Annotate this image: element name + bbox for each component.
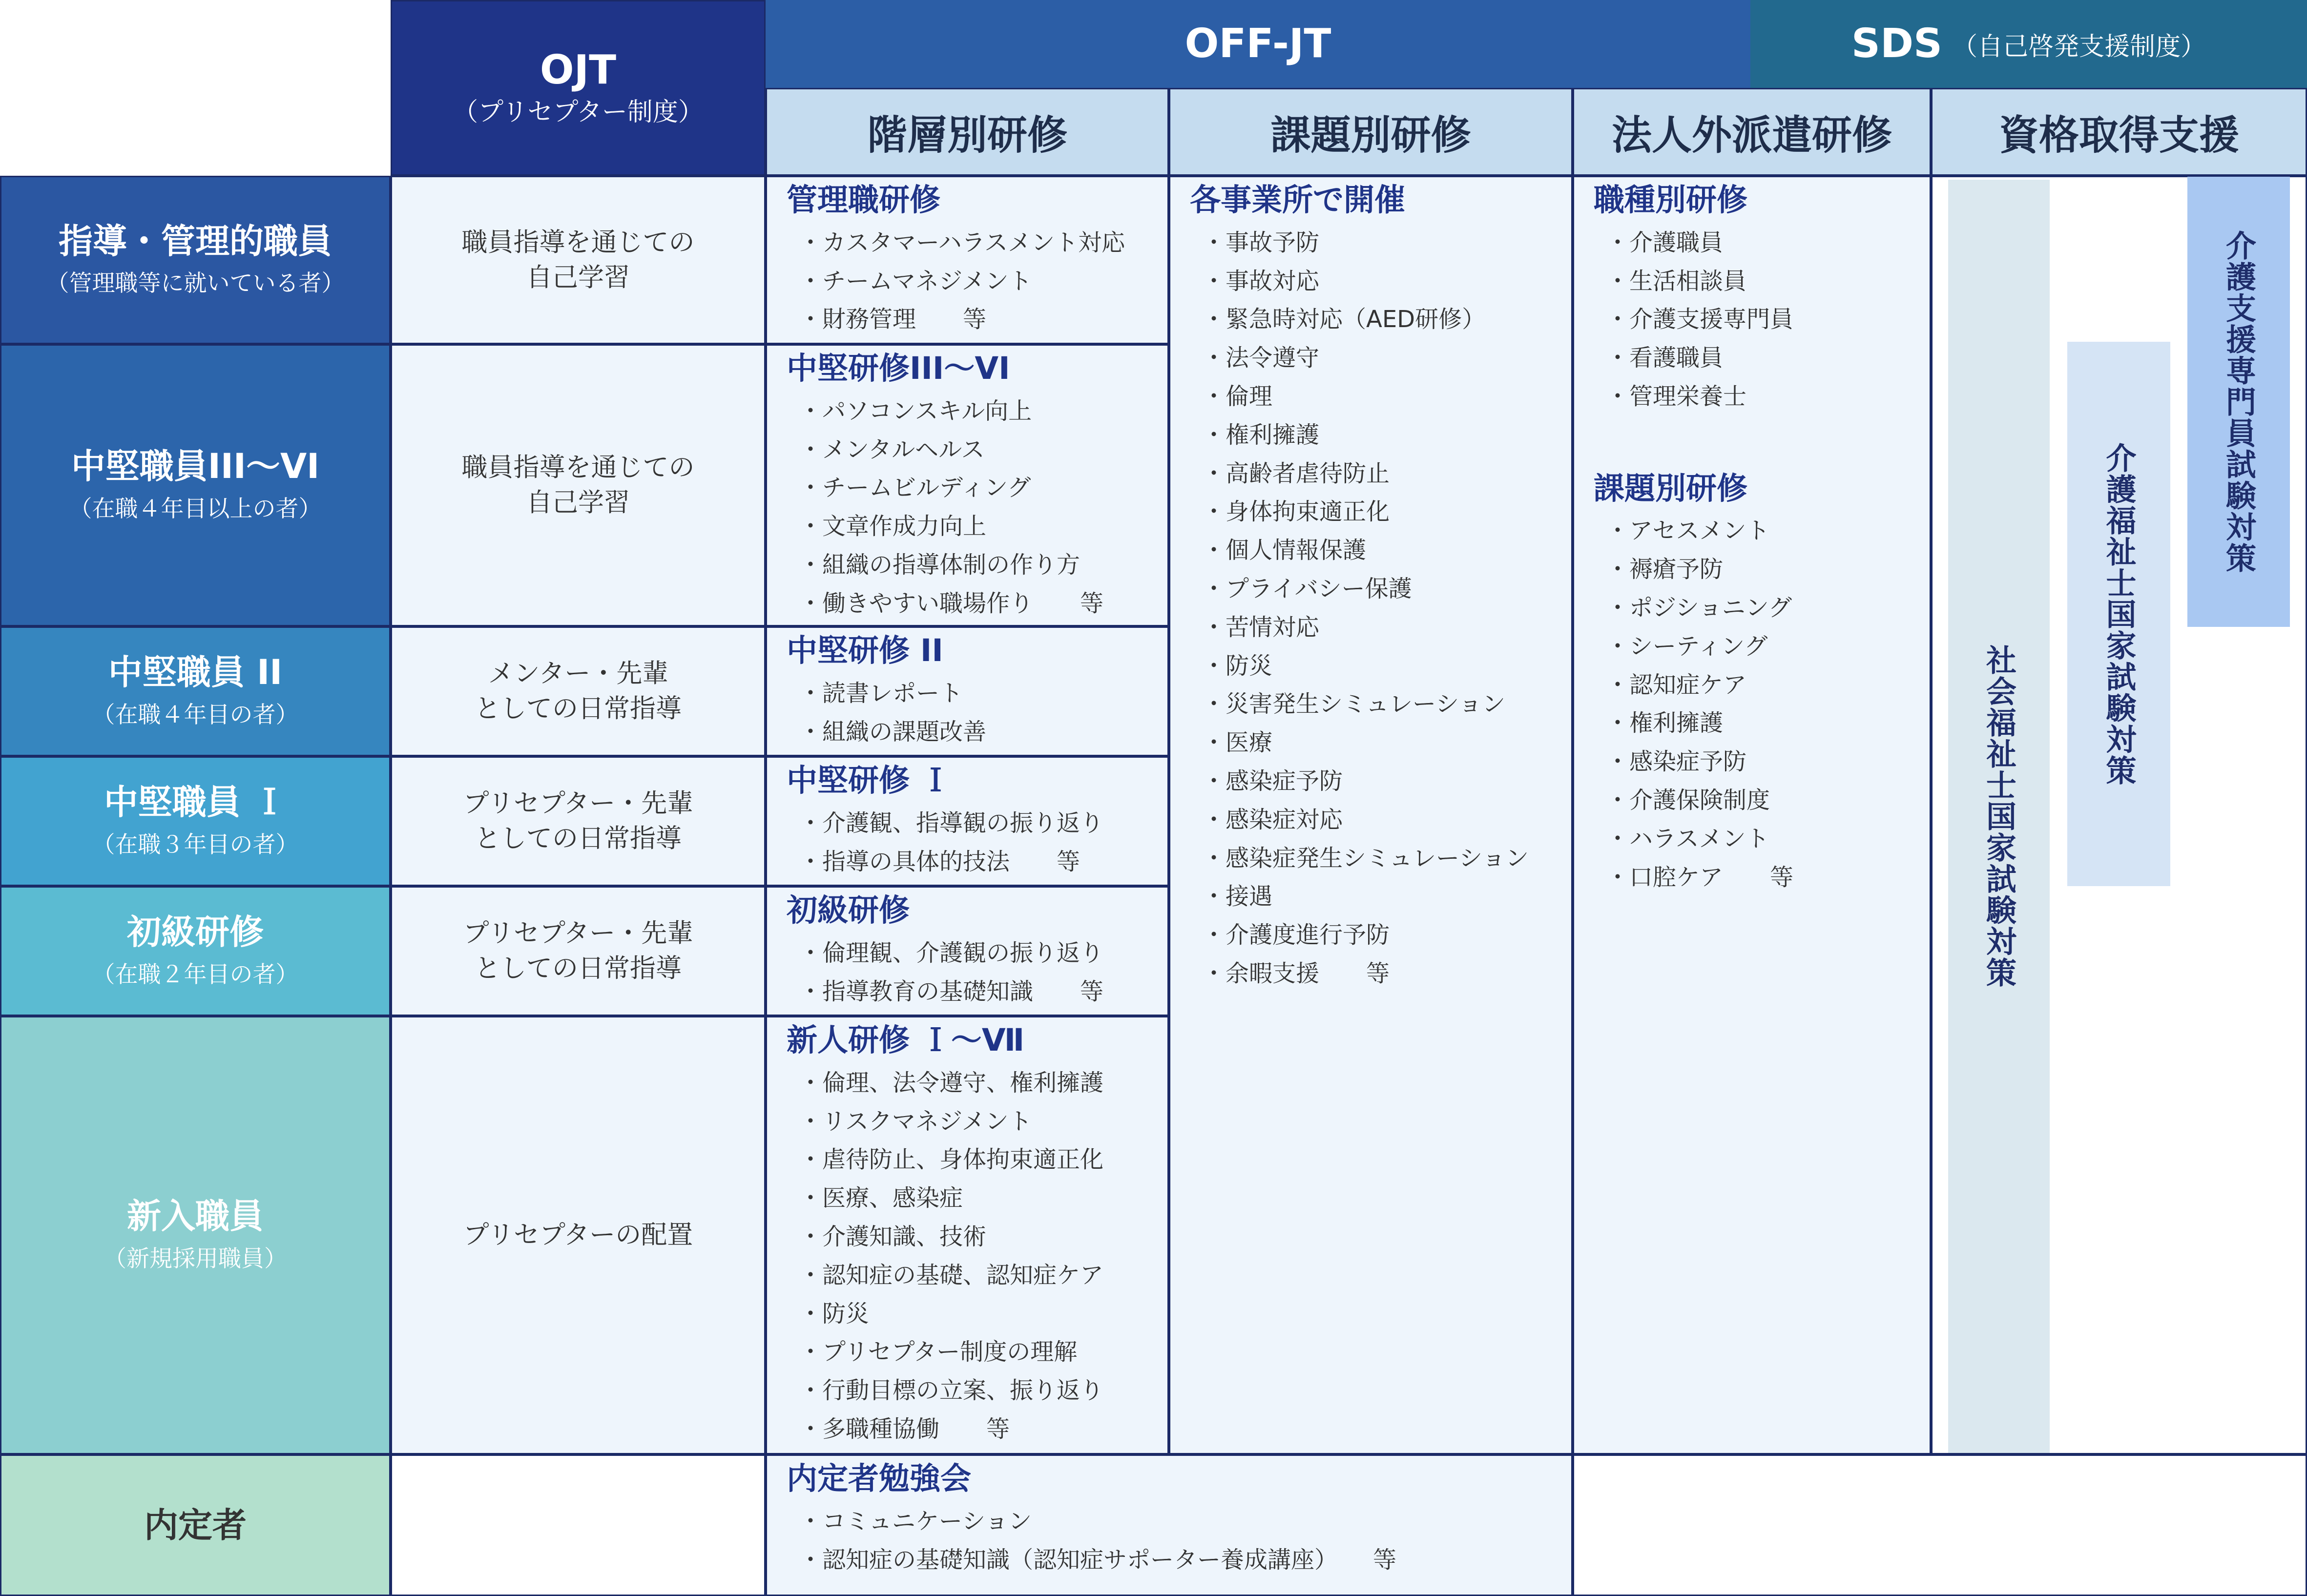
list-item: ・ 防災: [799, 1295, 1167, 1333]
list-item: ・ 組織の指導体制の作り方: [799, 546, 1167, 584]
theme-cell: [1169, 176, 1573, 1454]
qualification-bar-care-manager: [2187, 177, 2290, 627]
hierarchy-list: [789, 674, 1167, 751]
sds-subtitle: （自己啓発支援制度）: [1952, 32, 2206, 62]
qualification-label: 介護福祉士国家試験対策: [2101, 442, 2137, 786]
row-title: 中堅職員III〜VI: [71, 446, 320, 487]
tab-qualification: [1931, 88, 2307, 176]
list-item: ・ ハラスメント: [1606, 820, 1930, 858]
ojt-line: 自己学習: [526, 262, 630, 292]
ojt-cell-midlevel-3-6: [391, 344, 766, 626]
hierarchy-list: [789, 224, 1167, 339]
list-item: ・ ポジショニング: [1606, 589, 1930, 627]
row-header-naitei: [0, 1454, 391, 1596]
tab-theme-label: 課題別研修: [1270, 112, 1471, 159]
list-item: ・ 医療: [1202, 724, 1571, 762]
list-item: ・ 接遇: [1202, 877, 1571, 916]
tab-external: [1573, 88, 1931, 176]
ojt-line: プリセプター・先輩: [463, 918, 693, 949]
list-item: ・ 介護職員: [1606, 224, 1930, 262]
list-item: ・ 認知症の基礎知識（認知症サポーター養成講座） 等: [799, 1541, 1571, 1579]
list-item: ・ 介護保険制度: [1606, 781, 1930, 820]
row-subtitle: （在職４年目の者）: [92, 701, 299, 728]
ojt-line: プリセプターの配置: [463, 1220, 693, 1250]
hierarchy-title: 中堅研修 II: [787, 633, 943, 668]
tab-hierarchy: [766, 88, 1169, 176]
list-item: ・ 読書レポート: [799, 674, 1167, 713]
list-item: ・ 介護支援専門員: [1606, 300, 1930, 339]
list-item: ・ 倫理、法令遵守、権利擁護: [799, 1064, 1167, 1102]
ojt-header: [391, 0, 766, 176]
ojt-cell-midlevel-1: [391, 756, 766, 886]
external-theme-title: 課題別研修: [1594, 470, 1747, 506]
row-subtitle: （在職２年目の者）: [92, 961, 299, 988]
list-item: ・ 権利擁護: [1202, 416, 1571, 455]
theme-list: [1192, 224, 1571, 993]
list-item: ・ 認知症ケア: [1606, 666, 1930, 705]
ojt-line: 職員指導を通じての: [461, 453, 695, 483]
sds-header: [1750, 0, 2307, 88]
hierarchy-title: 管理職研修: [787, 182, 940, 218]
list-item: ・ コミュニケーション: [799, 1502, 1571, 1541]
list-item: ・ 法令遵守: [1202, 339, 1571, 377]
tab-theme: [1169, 88, 1573, 176]
row-title: 初級研修: [127, 912, 264, 953]
list-item: ・ プライバシー保護: [1202, 570, 1571, 608]
hierarchy-title: 初級研修: [787, 892, 910, 928]
hierarchy-list: [789, 392, 1167, 623]
list-item: ・ 褥瘡予防: [1606, 550, 1930, 589]
hierarchy-list: [789, 1064, 1167, 1449]
naitei-title: 内定者勉強会: [787, 1461, 971, 1496]
list-item: ・ 権利擁護: [1606, 704, 1930, 743]
hierarchy-title: 中堅研修III〜VI: [787, 351, 1010, 386]
list-item: ・ 認知症の基礎、認知症ケア: [799, 1256, 1167, 1295]
qualification-bar-social-worker: [1948, 180, 2050, 1453]
ojt-line: メンター・先輩: [488, 659, 668, 689]
list-item: ・ 行動目標の立案、振り返り: [799, 1371, 1167, 1410]
row-subtitle: （在職４年目以上の者）: [69, 495, 322, 522]
list-item: ・ 医療、感染症: [799, 1179, 1167, 1218]
hierarchy-list: [789, 934, 1167, 1011]
list-item: ・ 組織の課題改善: [799, 713, 1167, 751]
list-item: ・ 指導教育の基礎知識 等: [799, 973, 1167, 1011]
list-item: ・ メンタルヘルス: [799, 431, 1167, 469]
row-header-midlevel-3-6: [0, 344, 391, 626]
list-item: ・ 口腔ケア 等: [1606, 858, 1930, 897]
list-item: ・ 感染症対応: [1202, 801, 1571, 839]
list-item: ・ 介護度進行予防: [1202, 916, 1571, 954]
list-item: ・ 身体拘束適正化: [1202, 493, 1571, 531]
row-subtitle: （新規採用職員）: [104, 1245, 287, 1272]
list-item: ・ 事故対応: [1202, 262, 1571, 301]
hierarchy-cell-junior: [766, 886, 1169, 1016]
row-title: 指導・管理的職員: [59, 221, 332, 261]
ojt-line: 職員指導を通じての: [461, 227, 695, 257]
ojt-line: としての日常指導: [475, 824, 682, 853]
list-item: ・ 財務管理 等: [799, 300, 1167, 339]
qualification-label: 社会福祉士国家試験対策: [1981, 644, 2017, 988]
row-title: 内定者: [144, 1505, 247, 1545]
row-header-midlevel-2: [0, 626, 391, 756]
hierarchy-cell-midlevel-3-6: [766, 344, 1169, 626]
list-item: ・ 虐待防止、身体拘束適正化: [799, 1140, 1167, 1179]
qualification-label: 介護支援専門員試験対策: [2221, 230, 2257, 574]
list-item: ・ シーティング: [1606, 627, 1930, 666]
row-title: 中堅職員 Ｉ: [104, 782, 287, 823]
hierarchy-list: [789, 804, 1167, 881]
naitei-cell: [766, 1454, 1573, 1596]
list-item: ・ アセスメント: [1606, 512, 1930, 550]
sds-title: SDS: [1851, 20, 1943, 67]
ojt-cell-midlevel-2: [391, 626, 766, 756]
list-item: ・ 感染症予防: [1606, 743, 1930, 781]
list-item: ・ 防災: [1202, 647, 1571, 685]
row-header-newcomer: [0, 1016, 391, 1454]
list-item: ・ プリセプター制度の理解: [799, 1333, 1167, 1371]
ojt-cell-manager: [391, 176, 766, 344]
ojt-cell-newcomer: [391, 1016, 766, 1454]
ojt-line: としての日常指導: [475, 694, 682, 724]
offjt-title: OFF-JT: [1185, 20, 1331, 67]
tab-hierarchy-label: 階層別研修: [867, 112, 1067, 159]
hierarchy-cell-midlevel-2: [766, 626, 1169, 756]
row-title: 中堅職員 II: [108, 652, 283, 693]
qualification-bar-care-worker: [2067, 342, 2170, 886]
ojt-line: 自己学習: [526, 488, 630, 518]
list-item: ・ 事故予防: [1202, 224, 1571, 262]
list-item: ・ リスクマネジメント: [799, 1102, 1167, 1141]
list-item: ・ 倫理: [1202, 377, 1571, 416]
hierarchy-cell-manager: [766, 176, 1169, 344]
list-item: ・ 文章作成力向上: [799, 507, 1167, 546]
ojt-line: としての日常指導: [475, 953, 682, 983]
list-item: ・ 看護職員: [1606, 339, 1930, 377]
theme-title: 各事業所で開催: [1190, 182, 1405, 218]
row-subtitle: （管理職等に就いている者）: [46, 270, 345, 297]
row-header-midlevel-1: [0, 756, 391, 886]
external-job-title: 職種別研修: [1594, 182, 1747, 218]
hierarchy-cell-midlevel-1: [766, 756, 1169, 886]
ojt-cell-naitei: [391, 1454, 766, 1596]
list-item: ・ 多職種協働 等: [799, 1410, 1167, 1449]
hierarchy-title: 中堅研修 Ｉ: [787, 763, 951, 798]
list-item: ・ 災害発生シミュレーション: [1202, 685, 1571, 724]
ojt-cell-junior: [391, 886, 766, 1016]
list-item: ・ 介護知識、技術: [799, 1218, 1167, 1256]
naitei-list: [789, 1502, 1571, 1579]
list-item: ・ 生活相談員: [1606, 262, 1930, 301]
list-item: ・ 管理栄養士: [1606, 377, 1930, 416]
external-cell: [1573, 176, 1931, 1454]
row-header-junior: [0, 886, 391, 1016]
list-item: ・ 苦情対応: [1202, 608, 1571, 647]
list-item: ・ 感染症発生シミュレーション: [1202, 839, 1571, 878]
list-item: ・ 個人情報保護: [1202, 531, 1571, 570]
list-item: ・ 感染症予防: [1202, 762, 1571, 801]
list-item: ・ 緊急時対応（AED研修）: [1202, 300, 1571, 339]
external-theme-list: [1596, 512, 1930, 896]
row-subtitle: （在職３年目の者）: [92, 831, 299, 858]
ojt-title: OJT: [540, 46, 617, 93]
list-item: ・ 倫理観、介護観の振り返り: [799, 934, 1167, 973]
hierarchy-cell-newcomer: [766, 1016, 1169, 1454]
row-header-manager: [0, 176, 391, 344]
list-item: ・ 指導の具体的技法 等: [799, 843, 1167, 881]
row-title: 新入職員: [127, 1196, 264, 1237]
list-item: ・ 介護観、指導観の振り返り: [799, 804, 1167, 843]
tab-qualification-label: 資格取得支援: [1998, 112, 2239, 159]
list-item: ・ カスタマーハラスメント対応: [799, 224, 1167, 262]
naitei-blank-cell: [1573, 1454, 2307, 1596]
ojt-line: プリセプター・先輩: [463, 788, 693, 819]
list-item: ・ 働きやすい職場作り 等: [799, 584, 1167, 623]
offjt-header: [766, 0, 1750, 88]
tab-external-label: 法人外派遣研修: [1611, 112, 1892, 159]
list-item: ・ 高齢者虐待防止: [1202, 455, 1571, 493]
hierarchy-title: 新人研修 Ｉ〜Ⅶ: [787, 1022, 1025, 1058]
list-item: ・ パソコンスキル向上: [799, 392, 1167, 431]
ojt-subtitle: （プリセプター制度）: [453, 97, 704, 127]
external-job-list: [1596, 224, 1930, 416]
list-item: ・ チームビルディング: [799, 469, 1167, 507]
list-item: ・ チームマネジメント: [799, 262, 1167, 301]
list-item: ・ 余暇支援 等: [1202, 954, 1571, 993]
